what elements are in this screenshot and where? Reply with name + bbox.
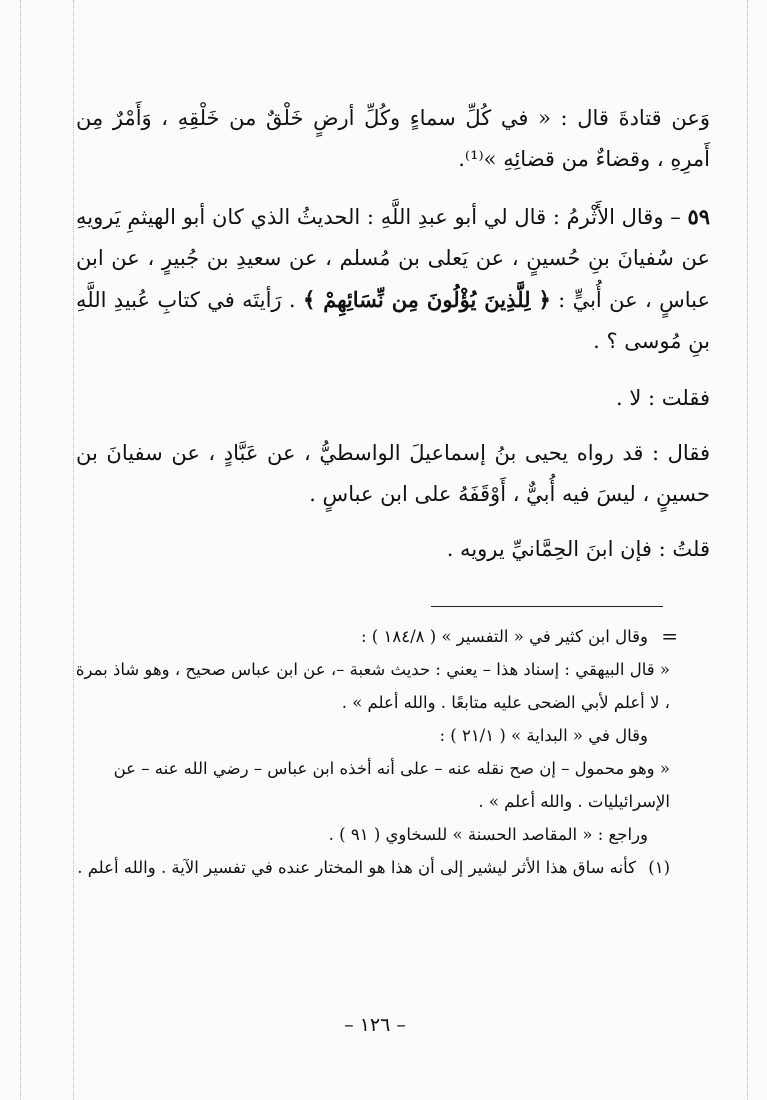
footnote-1 xyxy=(70,851,670,884)
paragraph-final: قلتُ : فإن ابنَ الحِمَّانيِّ يرويه . xyxy=(446,537,710,561)
note-bayhaqi-quote: « قال البيهقي : إسناد هذا – يعني : حديث شعبة –، عن ابن عباس صحيح ، وهو شاذ بمرة ، لا أعلم لأبي الضحى عليه متابعًا . والله أعلم » . xyxy=(75,660,670,712)
item-number: ٥٩ xyxy=(687,204,710,229)
note-see-also: وراجع : « المقاصد الحسنة » للسخاوي ( ٩١ ) . xyxy=(328,825,648,844)
paragraph-response: فقال : قد رواه يحيى بنُ إسماعيلَ الواسطيُّ ، عن عَبَّادٍ ، عن سفيانَ بن حسينٍ ، ليسَ فيه أُبيٌّ ، أَوْقَفَهُ على ابن عباسٍ . xyxy=(76,441,710,506)
paragraph-59 xyxy=(76,196,710,362)
main-text xyxy=(76,98,710,586)
note-bidaya: وقال في « البداية » ( ٢١/١ ) : xyxy=(439,726,648,745)
note-ibn-kathir: وقال ابن كثير في « التفسير » ( ١٨٤/٨ ) : xyxy=(360,627,648,646)
paragraph-reply: فقلت : لا . xyxy=(616,386,710,410)
footnote-1-number: (١) xyxy=(648,858,670,877)
continuation-mark: = xyxy=(661,624,678,648)
margin-guide-left-inner xyxy=(73,0,74,1100)
quran-quote: ﴿ لِلَّذِينَ يُؤْلُونَ مِن نِّسَائِهِمْ ﴾ xyxy=(302,287,551,312)
note-bidaya-quote: « وهو محمول – إن صح نقله عنه – على أنه أخذه ابن عباس – رضي الله عنه – عن الإسرائيليات . والله أعلم » . xyxy=(113,759,670,811)
margin-guide-right xyxy=(747,0,748,1100)
paragraph-59-text-b: . رَأيتَه في كتابِ عُبيدِ اللَّهِ بنِ مُوسى ؟ . xyxy=(76,288,710,353)
footnote-1-text: كأنه ساق هذا الأثر ليشير إلى أن هذا هو المختار عنده في تفسير الآية . والله أعلم . xyxy=(77,858,636,877)
page-number: – ١٢٦ – xyxy=(344,1014,406,1036)
margin-guide-left-outer xyxy=(20,0,21,1100)
footnotes xyxy=(70,620,678,884)
paragraph-59-text-a: – وقال الأَثْرمُ : قال لي أبو عبدِ اللَّهِ : الحديثُ الذي كان أبو الهيثمِ يَرويهِ عن سُفيانَ بنِ حُسينٍ ، عن يَعلى بن مُسلم ، عن سعيدِ بن جُبيرٍ ، عن ابن عباسٍ ، عن أُبيٍّ : xyxy=(76,205,710,312)
paragraph-qatada: وَعن قتادةَ قال : « في كُلِّ سماءٍ وكُلِّ أرضٍ خَلْقٌ من خَلْقِهِ ، وَأَمْرٌ مِن أَمرِهِ ، وقضاءٌ من قضائِهِ »⁽¹⁾. xyxy=(76,106,710,171)
footnote-separator xyxy=(431,606,663,607)
